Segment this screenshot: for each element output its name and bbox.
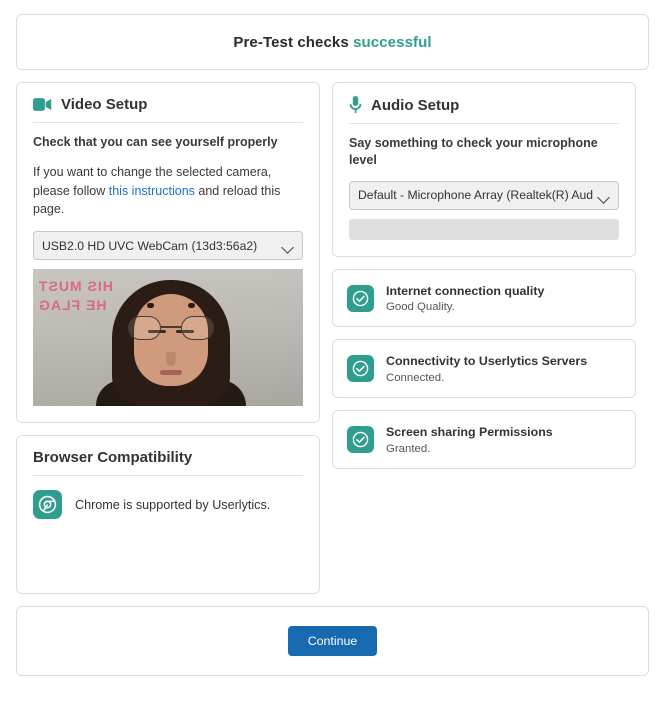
browser-compatibility-title: Browser Compatibility bbox=[33, 449, 193, 467]
check-screen-sharing bbox=[332, 410, 636, 469]
browser-compatibility-message: Chrome is supported by Userlytics. bbox=[75, 497, 271, 512]
chrome-icon bbox=[33, 490, 62, 519]
microphone-select-wrapper[interactable] bbox=[349, 181, 619, 210]
audio-setup-header bbox=[349, 96, 619, 124]
audio-instruction: Say something to check your microphone level bbox=[349, 136, 598, 167]
check-circle-icon bbox=[347, 285, 374, 312]
check-internet-title: Internet connection quality bbox=[386, 283, 545, 298]
video-change-camera-hint bbox=[33, 163, 303, 219]
page-title bbox=[233, 34, 431, 51]
camera-select-wrapper[interactable] bbox=[33, 231, 303, 260]
browser-compatibility-row bbox=[33, 490, 303, 519]
footer-card bbox=[16, 606, 649, 676]
check-screen-title: Screen sharing Permissions bbox=[386, 425, 553, 440]
audio-setup-title: Audio Setup bbox=[371, 96, 460, 114]
video-preview-image bbox=[33, 269, 303, 406]
check-server-connectivity bbox=[332, 339, 636, 398]
microphone-level-meter bbox=[349, 219, 619, 240]
check-server-text bbox=[386, 353, 587, 384]
this-instructions-link[interactable]: this instructions bbox=[108, 183, 195, 198]
camera-select[interactable] bbox=[33, 231, 303, 260]
header-card bbox=[16, 14, 649, 70]
check-internet-text bbox=[386, 283, 544, 314]
browser-compatibility-header bbox=[33, 449, 303, 476]
check-internet-subtitle: Good Quality. bbox=[386, 301, 455, 314]
audio-setup-card bbox=[332, 82, 636, 257]
video-instruction: Check that you can see yourself properly bbox=[33, 135, 278, 149]
video-overlay-text: HIS MUST HE FLAG bbox=[38, 278, 113, 314]
check-screen-text bbox=[386, 424, 553, 455]
right-column bbox=[332, 82, 636, 469]
browser-compatibility-card bbox=[16, 435, 320, 594]
status-badge: successful bbox=[353, 33, 432, 51]
video-camera-icon bbox=[33, 97, 52, 112]
glasses bbox=[128, 316, 214, 340]
video-hint-part2: and reload this page. bbox=[33, 183, 281, 217]
continue-button[interactable]: Continue bbox=[288, 626, 378, 656]
video-setup-header bbox=[33, 96, 303, 123]
microphone-icon bbox=[349, 96, 362, 114]
page-title-prefix: Pre-Test checks bbox=[233, 33, 349, 51]
video-hint-part1: If you want to change the selected camera, please follow bbox=[33, 164, 272, 198]
check-internet-connection bbox=[332, 269, 636, 328]
video-setup-title: Video Setup bbox=[61, 96, 148, 113]
check-server-subtitle: Connected. bbox=[386, 372, 445, 385]
main-columns bbox=[16, 82, 649, 594]
check-circle-icon bbox=[347, 426, 374, 453]
microphone-select[interactable] bbox=[349, 181, 619, 210]
video-preview bbox=[33, 269, 303, 406]
left-column bbox=[16, 82, 320, 594]
check-server-title: Connectivity to Userlytics Servers bbox=[386, 354, 588, 369]
video-setup-card bbox=[16, 82, 320, 423]
check-screen-subtitle: Granted. bbox=[386, 442, 431, 455]
check-circle-icon bbox=[347, 355, 374, 382]
person-silhouette bbox=[96, 276, 246, 406]
